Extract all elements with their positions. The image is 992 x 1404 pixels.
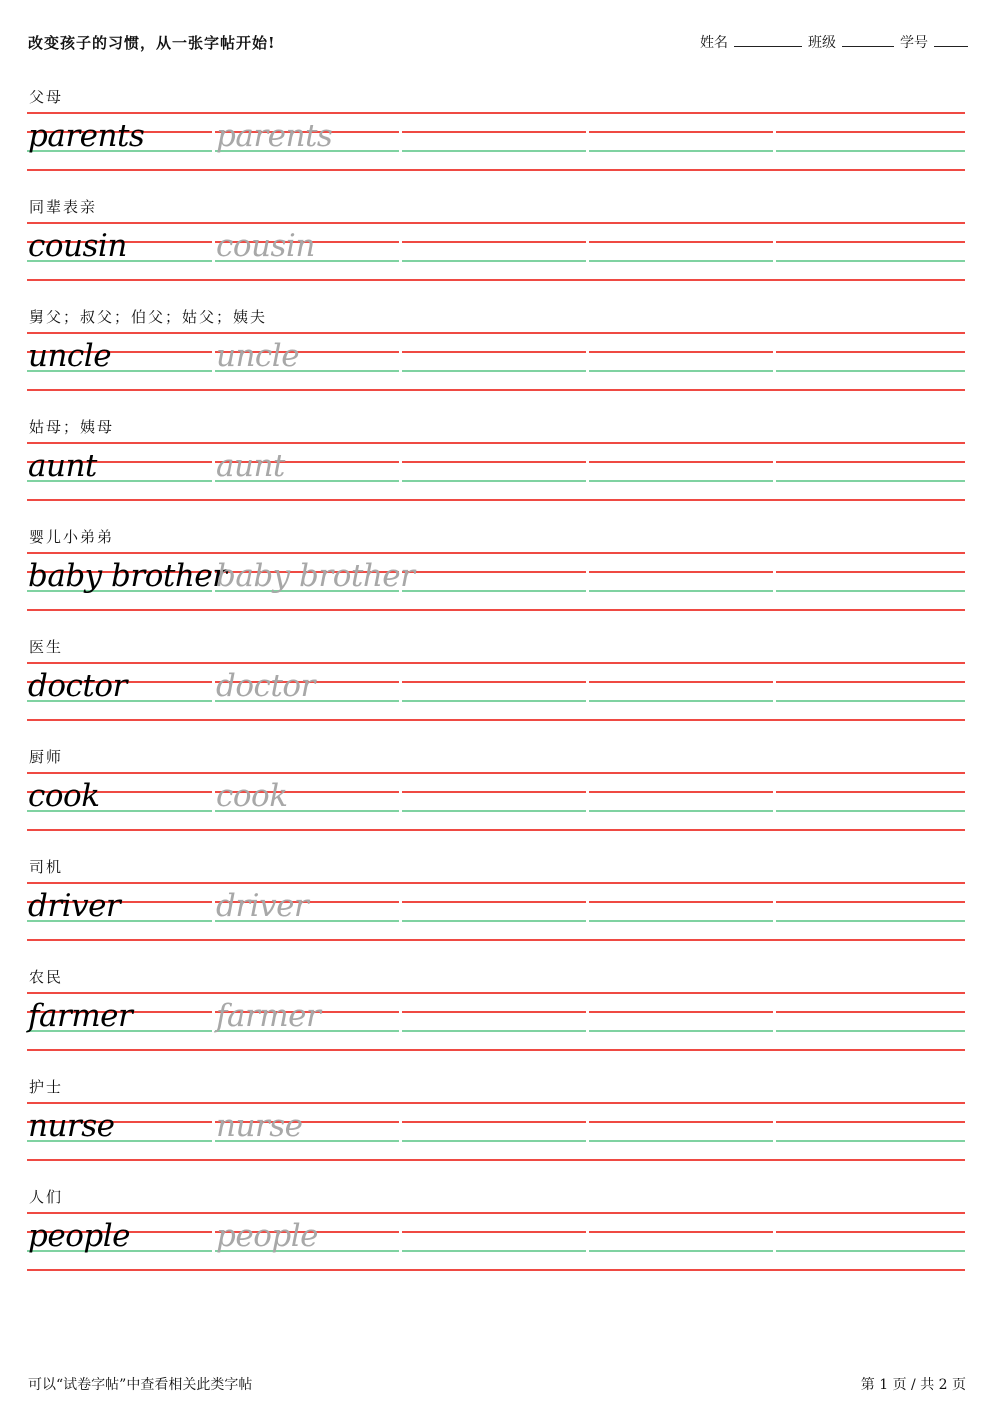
cell-divider <box>773 122 776 162</box>
student-info-fields <box>700 32 968 52</box>
trace-word: aunt <box>216 448 285 484</box>
practice-row <box>27 302 965 412</box>
guide-line-bottom <box>27 939 965 941</box>
cell-divider <box>212 1002 215 1042</box>
cell-divider <box>773 1222 776 1262</box>
trace-word: driver <box>216 888 309 924</box>
trace-word: farmer <box>216 998 321 1034</box>
trace-word: cook <box>216 778 288 814</box>
name-blank[interactable] <box>734 32 802 47</box>
cell-divider <box>586 342 589 382</box>
guide-line-bottom <box>27 1269 965 1271</box>
guide-line-bottom <box>27 499 965 501</box>
example-word: driver <box>28 888 121 924</box>
example-word: baby brother <box>28 558 227 594</box>
cell-divider <box>586 892 589 932</box>
student-id-blank[interactable] <box>934 32 968 47</box>
cell-divider <box>399 122 402 162</box>
chinese-meaning: 姑母；姨母 <box>29 418 115 436</box>
cell-divider <box>773 892 776 932</box>
cell-divider <box>773 562 776 602</box>
guide-line-top <box>27 662 965 664</box>
cell-divider <box>212 1222 215 1262</box>
cell-divider <box>586 452 589 492</box>
cell-divider <box>586 1222 589 1262</box>
name-label: 姓名 <box>700 35 728 51</box>
cell-divider <box>399 1222 402 1262</box>
cell-divider <box>773 672 776 712</box>
worksheet-header <box>28 32 968 56</box>
guide-line-mid <box>27 351 965 353</box>
cell-divider <box>586 562 589 602</box>
practice-row <box>27 742 965 852</box>
page-number: 第 1 页 / 共 2 页 <box>860 1377 966 1393</box>
guide-line-top <box>27 772 965 774</box>
cell-divider <box>212 892 215 932</box>
trace-word: doctor <box>216 668 315 704</box>
chinese-meaning: 同辈表亲 <box>29 198 98 216</box>
chinese-meaning: 司机 <box>29 858 64 876</box>
chinese-meaning: 护士 <box>29 1078 64 1096</box>
practice-rows <box>27 82 965 1292</box>
cell-divider <box>212 122 215 162</box>
guide-line-top <box>27 112 965 114</box>
guide-line-bottom <box>27 829 965 831</box>
cell-divider <box>399 232 402 272</box>
practice-row <box>27 852 965 962</box>
guide-line-mid <box>27 1011 965 1013</box>
student-id-label: 学号 <box>900 35 928 51</box>
cell-divider <box>773 342 776 382</box>
guide-line-top <box>27 222 965 224</box>
guide-line-bottom <box>27 389 965 391</box>
class-label: 班级 <box>808 35 836 51</box>
guide-line-top <box>27 442 965 444</box>
guide-line-base <box>27 1030 965 1032</box>
cell-divider <box>212 232 215 272</box>
guide-line-base <box>27 920 965 922</box>
cell-divider <box>586 672 589 712</box>
example-word: people <box>28 1218 130 1254</box>
chinese-meaning: 农民 <box>29 968 64 986</box>
trace-word: uncle <box>216 338 300 374</box>
guide-line-bottom <box>27 1159 965 1161</box>
cell-divider <box>773 452 776 492</box>
guide-line-mid <box>27 681 965 683</box>
chinese-meaning: 医生 <box>29 638 64 656</box>
cell-divider <box>399 892 402 932</box>
cell-divider <box>399 782 402 822</box>
guide-line-base <box>27 370 965 372</box>
example-word: parents <box>28 118 145 154</box>
guide-line-top <box>27 1212 965 1214</box>
chinese-meaning: 舅父；叔父；伯父；姑父；姨夫 <box>29 308 268 326</box>
example-word: doctor <box>28 668 127 704</box>
practice-row <box>27 962 965 1072</box>
example-word: cook <box>28 778 100 814</box>
cell-divider <box>399 1112 402 1152</box>
trace-word: people <box>216 1218 318 1254</box>
cell-divider <box>773 1002 776 1042</box>
guide-line-bottom <box>27 1049 965 1051</box>
example-word: aunt <box>28 448 97 484</box>
guide-line-top <box>27 992 965 994</box>
guide-line-mid <box>27 901 965 903</box>
practice-row <box>27 82 965 192</box>
guide-line-top <box>27 882 965 884</box>
cell-divider <box>586 782 589 822</box>
trace-word: nurse <box>216 1108 303 1144</box>
guide-line-mid <box>27 461 965 463</box>
footer-hint: 可以“试卷字帖”中查看相关此类字帖 <box>28 1377 253 1393</box>
cell-divider <box>399 672 402 712</box>
guide-line-base <box>27 700 965 702</box>
cell-divider <box>212 672 215 712</box>
cell-divider <box>399 342 402 382</box>
practice-row <box>27 1182 965 1292</box>
guide-line-base <box>27 810 965 812</box>
class-blank[interactable] <box>842 32 894 47</box>
example-word: farmer <box>28 998 133 1034</box>
cell-divider <box>212 782 215 822</box>
cell-divider <box>773 1112 776 1152</box>
practice-row <box>27 192 965 302</box>
cell-divider <box>212 1112 215 1152</box>
guide-line-base <box>27 150 965 152</box>
guide-line-bottom <box>27 169 965 171</box>
practice-row <box>27 1072 965 1182</box>
trace-word: parents <box>216 118 333 154</box>
example-word: nurse <box>28 1108 115 1144</box>
cell-divider <box>773 782 776 822</box>
guide-line-base <box>27 1140 965 1142</box>
chinese-meaning: 婴儿小弟弟 <box>29 528 115 546</box>
guide-line-base <box>27 1250 965 1252</box>
cell-divider <box>586 232 589 272</box>
guide-line-base <box>27 480 965 482</box>
guide-line-mid <box>27 241 965 243</box>
trace-word: cousin <box>216 228 315 264</box>
cell-divider <box>586 1112 589 1152</box>
guide-line-mid <box>27 131 965 133</box>
guide-line-top <box>27 552 965 554</box>
example-word: uncle <box>28 338 112 374</box>
chinese-meaning: 父母 <box>29 88 64 106</box>
cell-divider <box>212 342 215 382</box>
guide-line-mid <box>27 1231 965 1233</box>
cell-divider <box>586 122 589 162</box>
chinese-meaning: 人们 <box>29 1188 64 1206</box>
practice-row <box>27 632 965 742</box>
guide-line-bottom <box>27 719 965 721</box>
guide-line-bottom <box>27 279 965 281</box>
cell-divider <box>773 232 776 272</box>
cell-divider <box>399 1002 402 1042</box>
cell-divider <box>399 452 402 492</box>
practice-row <box>27 522 965 632</box>
example-word: cousin <box>28 228 127 264</box>
trace-word: baby brother <box>216 558 415 594</box>
guide-line-bottom <box>27 609 965 611</box>
cell-divider <box>586 1002 589 1042</box>
page-title: 改变孩子的习惯，从一张字帖开始! <box>28 34 276 52</box>
guide-line-top <box>27 332 965 334</box>
practice-row <box>27 412 965 522</box>
chinese-meaning: 厨师 <box>29 748 64 766</box>
guide-line-base <box>27 260 965 262</box>
guide-line-mid <box>27 791 965 793</box>
guide-line-top <box>27 1102 965 1104</box>
cell-divider <box>212 452 215 492</box>
guide-line-mid <box>27 1121 965 1123</box>
